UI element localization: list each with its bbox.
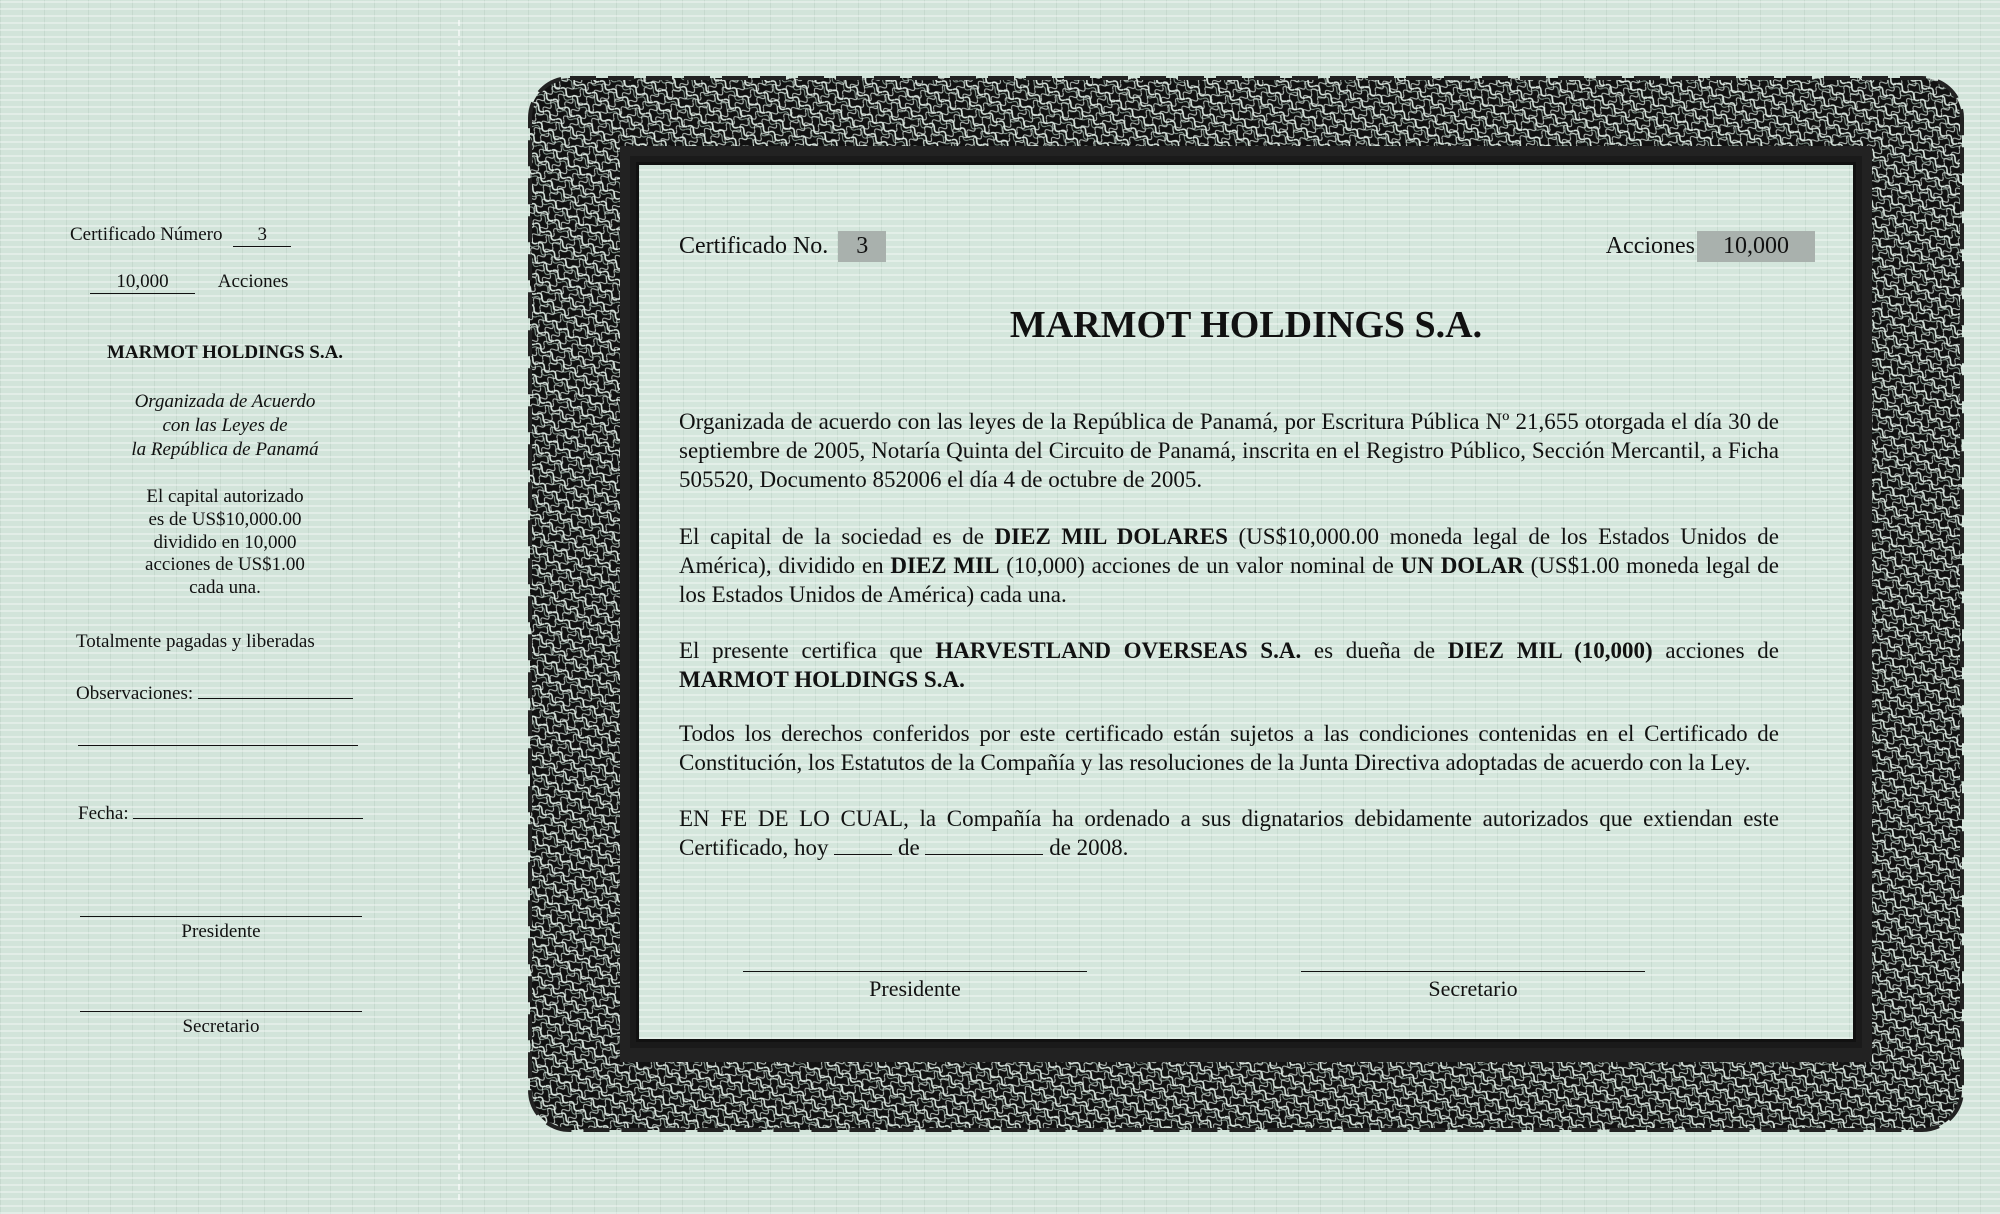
paragraph-attestation	[679, 805, 1779, 863]
certificate-body	[636, 162, 1856, 1042]
stub-president-label: Presidente	[181, 921, 261, 942]
paragraph-organization: Organizada de acuerdo con las leyes de la República de Panamá, por Escritura Pública Nº 21,655 otorgada el día 30 de septiembre de 2005, Notaría Quinta del Circuito de Panamá, inscrita en el Registro Público, Sección Mercantil, a Ficha 505520, Documento 852006 el día 4 de octubre de 2005.	[679, 409, 1779, 492]
stub-date-field	[133, 800, 363, 819]
shares-label: Acciones	[1605, 233, 1695, 259]
stub-organized-line: la República de Panamá	[131, 438, 319, 460]
stub-organized-line: con las Leyes de	[162, 414, 288, 436]
stub-shares-value: 10,000	[90, 272, 195, 294]
stub-cert-label: Certificado Número	[70, 224, 223, 245]
certificate-stub	[0, 0, 420, 1214]
stub-capital-text	[75, 486, 375, 600]
stub-observations-line	[78, 745, 358, 746]
capital-text: El capital de la sociedad es de	[679, 524, 995, 549]
stub-paid-text: Totalmente pagadas y liberadas	[76, 631, 315, 652]
stub-date-label: Fecha:	[78, 803, 129, 824]
stub-date	[78, 800, 363, 826]
paragraph-capital	[679, 523, 1779, 609]
ownership-company: MARMOT HOLDINGS S.A.	[679, 666, 965, 692]
stub-shares-row	[90, 270, 288, 294]
stub-company-name: MARMOT HOLDINGS S.A.	[106, 342, 344, 363]
stub-shares-label: Acciones	[217, 271, 289, 292]
capital-text: (10,000) acciones de un valor nominal de	[999, 552, 1401, 578]
attestation-text: de 2008.	[1043, 834, 1129, 860]
company-title: MARMOT HOLDINGS S.A.	[1009, 304, 1483, 346]
capital-text: (US$1.00 moneda legal de los Estados Unidos de América) cada una.	[679, 552, 1780, 607]
attestation-text: de	[892, 834, 926, 860]
stub-secretary-label: Secretario	[182, 1016, 260, 1037]
shares-value: 10,000	[1697, 231, 1815, 262]
stub-organized-text	[75, 390, 375, 461]
stub-cert-number-row	[70, 223, 291, 247]
stub-observations-field	[198, 680, 353, 699]
stub-president-line	[80, 916, 362, 917]
stub-capital-line: acciones de US$1.00	[145, 554, 305, 576]
stub-capital-line: El capital autorizado	[146, 486, 304, 507]
perforation-line	[458, 20, 460, 1200]
cert-number	[679, 231, 886, 262]
month-field	[925, 836, 1043, 855]
ownership-text: acciones de	[1652, 638, 1779, 663]
stub-observations	[76, 680, 353, 706]
stub-secretary-line	[80, 1011, 362, 1012]
ownership-text: El presente certifica que	[679, 638, 936, 663]
capital-par-words: UN DOLAR	[1400, 552, 1524, 578]
stub-cert-number: 3	[233, 225, 291, 247]
paragraph-rights: Todos los derechos conferidos por este certificado están sujetos a las condiciones contenidas en el Certificado de Constitución, los Estatutos de la Compañía y las resoluciones de la Junta Directiva adoptadas de acuerdo con la Ley.	[679, 721, 1779, 775]
attestation-text: EN FE DE LO CUAL, la Compañía ha ordenado a sus dignatarios debidamente autorizados que extiendan este Certificado, hoy	[679, 806, 1779, 860]
owner-name: HARVESTLAND OVERSEAS S.A.	[935, 638, 1302, 663]
secretary-signature-line	[1301, 971, 1645, 972]
president-label: Presidente	[869, 976, 961, 1001]
stub-capital-line: dividido en 10,000	[153, 531, 297, 553]
capital-amount-words: DIEZ MIL DOLARES	[994, 524, 1228, 549]
ownership-text: es dueña de	[1301, 638, 1448, 663]
owned-shares: DIEZ MIL (10,000)	[1447, 638, 1653, 663]
paragraph-ownership	[679, 637, 1779, 695]
stub-capital-line: es de US$10,000.00	[148, 508, 302, 530]
stub-capital-line: cada una.	[189, 577, 261, 599]
secretary-label: Secretario	[1428, 976, 1518, 1001]
day-field	[834, 836, 892, 855]
certificate	[522, 70, 1970, 1138]
stub-organized-line: Organizada de Acuerdo	[134, 391, 316, 412]
capital-text: (US$10,000.00 moneda legal de los Estados Unidos de América), dividido en	[679, 524, 1779, 578]
capital-shares-words: DIEZ MIL	[890, 552, 1000, 578]
stub-observations-label: Observaciones:	[76, 683, 194, 704]
shares-box	[1606, 231, 1815, 262]
cert-number-label: Certificado No.	[679, 233, 829, 259]
cert-number-value: 3	[838, 231, 886, 262]
president-signature-line	[743, 971, 1087, 972]
